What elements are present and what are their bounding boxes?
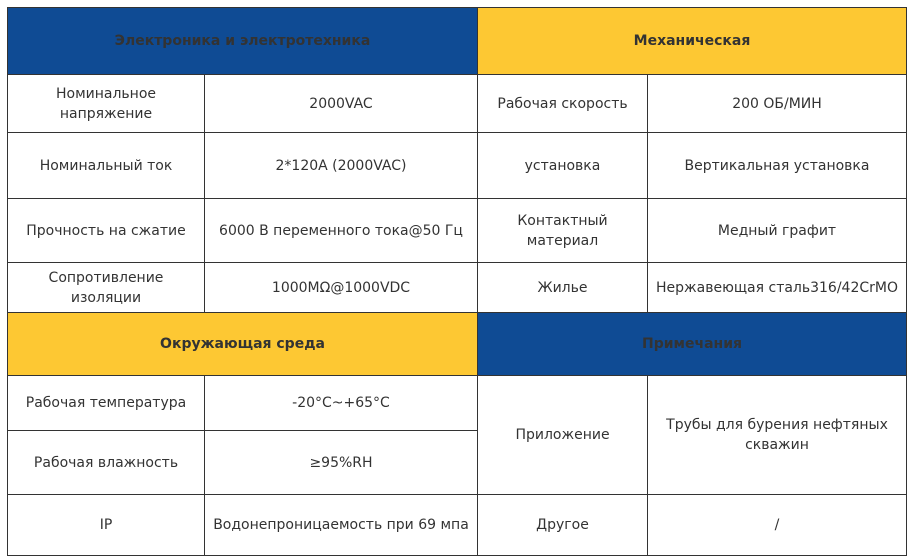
electronics-label: Прочность на сжатие	[8, 199, 205, 263]
electronics-value: 1000MΩ@1000VDC	[205, 263, 478, 313]
mechanical-value: Нержавеющая сталь316/42CrMO	[648, 263, 907, 313]
mechanical-value: 200 ОБ/МИН	[648, 75, 907, 133]
mechanical-header: Механическая	[478, 8, 907, 75]
environment-label: Рабочая влажность	[8, 431, 205, 495]
table-row	[8, 133, 907, 199]
electronics-value: 2000VAC	[205, 75, 478, 133]
table-row	[8, 376, 907, 431]
electronics-label: Номинальный ток	[8, 133, 205, 199]
table-row	[8, 199, 907, 263]
notes-header: Примечания	[478, 313, 907, 376]
spec-table	[7, 7, 907, 556]
mechanical-label: Контактный материал	[478, 199, 648, 263]
notes-label: Другое	[478, 495, 648, 556]
table-row	[8, 495, 907, 556]
mechanical-label: Жилье	[478, 263, 648, 313]
notes-label: Приложение	[478, 376, 648, 495]
environment-label: IP	[8, 495, 205, 556]
mechanical-value: Вертикальная установка	[648, 133, 907, 199]
mechanical-label: установка	[478, 133, 648, 199]
electronics-label: Сопротивление изоляции	[8, 263, 205, 313]
electronics-value: 6000 В переменного тока@50 Гц	[205, 199, 478, 263]
mechanical-value: Медный графит	[648, 199, 907, 263]
mechanical-label: Рабочая скорость	[478, 75, 648, 133]
environment-value: ≥95%RH	[205, 431, 478, 495]
header-row	[8, 8, 907, 75]
table-row	[8, 75, 907, 133]
notes-value: /	[648, 495, 907, 556]
table-row	[8, 263, 907, 313]
electronics-value: 2*120A (2000VAC)	[205, 133, 478, 199]
environment-value: -20°C~+65°C	[205, 376, 478, 431]
environment-label: Рабочая температура	[8, 376, 205, 431]
environment-header: Окружающая среда	[8, 313, 478, 376]
notes-value: Трубы для бурения нефтяных скважин	[648, 376, 907, 495]
header-row	[8, 313, 907, 376]
environment-value: Водонепроницаемость при 69 мпа	[205, 495, 478, 556]
electronics-header: Электроника и электротехника	[8, 8, 478, 75]
electronics-label: Номинальное напряжение	[8, 75, 205, 133]
